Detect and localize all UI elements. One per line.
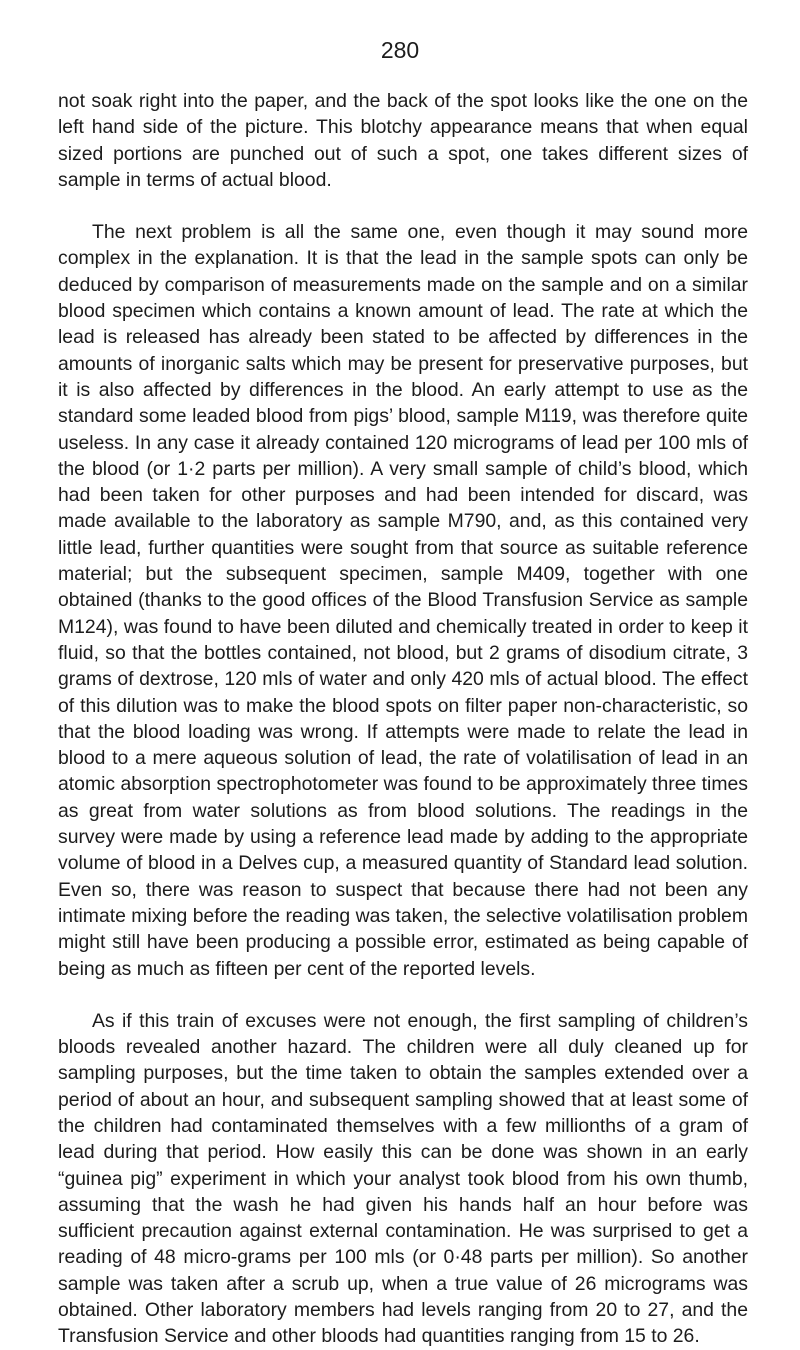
body-text	[58, 88, 748, 1350]
page-number: 280	[380, 37, 420, 63]
paragraph-standards-problem: The next problem is all the same one, even though it may sound more complex in the explanation. It is that the lead in the sample spots can only be deduced by comparison of measurements made on the sample and on a similar blood specimen which contains a known amount of lead. The rate at which the lead is released has already been stated to be affected by differences in the amounts of inorganic salts which may be present for preservative purposes, but it is also affected by differences in the blood. An early attempt to use as the standard some leaded blood from pigs’ blood, sample M119, was therefore quite useless. In any case it already contained 120 micrograms of lead per 100 mls of the blood (or 1·2 parts per million). A very small sample of child’s blood, which had been taken for other purposes and had been intended for discard, was made available to the laboratory as sample M790, and, as this contained very little lead, further quantities were sought from that source as suitable reference material; but the subsequent specimen, sample M409, together with one obtained (thanks to the good offices of the Blood Transfusion Service as sample M124), was found to have been diluted and chemically treated in order to keep it fluid, so that the bottles contained, not blood, but 2 grams of disodium citrate, 3 grams of dextrose, 120 mls of water and only 420 mls of actual blood. The effect of this dilution was to make the blood spots on filter paper non-characteristic, so that the blood loading was wrong. If attempts were made to relate the lead in blood to a mere aqueous solution of lead, the rate of volatilisation of lead in an atomic absorption spectrophotometer was found to be approximately three times as great from water solutions as from blood solutions. The readings in the survey were made by using a reference lead made by adding to the appropriate volume of blood in a Delves cup, a measured quantity of Standard lead solution. Even so, there was reason to suspect that because there had not been any intimate mixing before the reading was taken, the selective volatilisation problem might still have been producing a possible error, estimated as being capable of being as much as fifteen per cent of the reported levels.	[58, 221, 748, 980]
paragraph-continuation: not soak right into the paper, and the back of the spot looks like the one on the left hand side of the picture. This blotchy appearance means that when equal sized portions are punched out of such a spot, one takes different sizes of sample in terms of actual blood.	[58, 90, 748, 191]
paragraph-contamination-hazard: As if this train of excuses were not enough, the first sampling of children’s bloods revealed another hazard. The children were all duly cleaned up for sampling purposes, but the time taken to obtain the samples extended over a period of about an hour, and subsequent sampling showed that at least some of the children had contaminated themselves with a few millionths of a gram of lead during that period. How easily this can be done was shown in an early “guinea pig” experiment in which your analyst took blood from his own thumb, assuming that the wash he had given his hands half an hour before was sufficient precaution against external contamination. He was surprised to get a reading of 48 micro-grams per 100 mls (or 0·48 parts per million). So another sample was taken after a scrub up, when a true value of 26 micrograms was obtained. Other laboratory members had levels ranging from 20 to 27, and the Transfusion Service and other bloods had quantities ranging from 15 to 26.	[58, 1009, 748, 1348]
